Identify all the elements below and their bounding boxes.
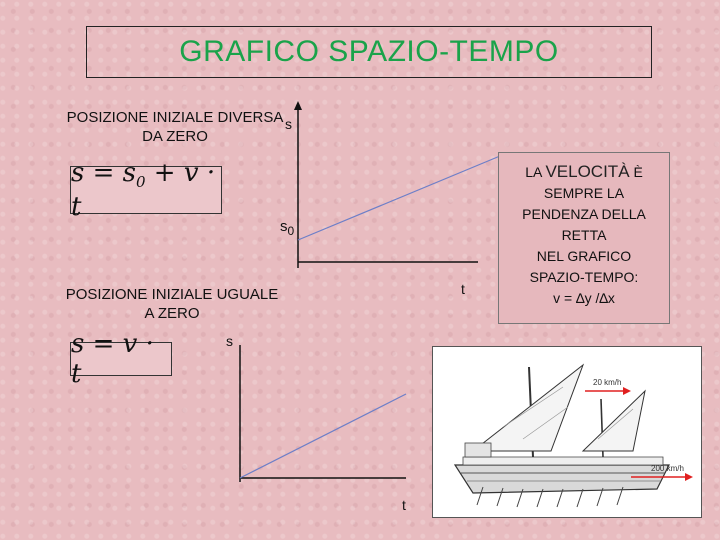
bottom-caption-line1: POSIZIONE INIZIALE UGUALE bbox=[65, 286, 279, 303]
intercept-label bbox=[280, 218, 295, 238]
ship-drawing bbox=[433, 347, 703, 519]
intercept-subscript: 0 bbox=[287, 224, 295, 238]
velocity-note bbox=[498, 152, 670, 324]
top-caption-line2: DA ZERO bbox=[142, 128, 208, 145]
velocity-line-6: v = ∆y /∆x bbox=[553, 290, 615, 306]
speed-label-20: 20 km/h bbox=[593, 378, 622, 387]
top-velocity-line bbox=[298, 156, 500, 240]
top-axis-t-label: t bbox=[461, 281, 465, 297]
ship-illustration bbox=[432, 346, 702, 518]
ship-hull bbox=[455, 465, 669, 493]
velocity-keyword: VELOCITÀ bbox=[545, 162, 630, 181]
bottom-axis-t-label: t bbox=[402, 497, 406, 513]
formula-text: $s = s_0 + v \cdot t$ bbox=[71, 158, 216, 222]
velocity-line-2: PENDENZA DELLA bbox=[522, 206, 646, 222]
velocity-line-5: SPAZIO-TEMPO: bbox=[529, 269, 639, 285]
velocity-line-3: RETTA bbox=[561, 227, 607, 243]
velocity-suffix: È bbox=[633, 164, 643, 180]
bottom-velocity-line bbox=[240, 394, 406, 478]
top-caption-line1: POSIZIONE INIZIALE DIVERSA bbox=[66, 109, 284, 126]
velocity-prefix: LA bbox=[525, 164, 542, 180]
top-axis-s-label: s bbox=[285, 116, 292, 132]
intercept-symbol: s bbox=[280, 218, 288, 235]
arrow-200kmh-head bbox=[685, 473, 693, 481]
velocity-line-4: NEL GRAFICO bbox=[536, 248, 632, 264]
speed-label-200: 200 km/h bbox=[651, 464, 684, 473]
ship-rail bbox=[463, 457, 663, 465]
velocity-line-1: SEMPRE LA bbox=[543, 185, 625, 201]
slide-title: GRAFICO SPAZIO-TEMPO bbox=[179, 35, 559, 68]
velocity-heading bbox=[499, 161, 669, 183]
bottom-caption-line2: A ZERO bbox=[144, 305, 200, 322]
ship-sail-fore bbox=[583, 391, 645, 451]
top-y-arrow bbox=[294, 101, 302, 110]
formula-text: s = v · t bbox=[71, 329, 154, 389]
bottom-axis-s-label: s bbox=[226, 333, 233, 349]
arrow-20kmh-head bbox=[623, 387, 631, 395]
ship-cabin bbox=[465, 443, 491, 457]
